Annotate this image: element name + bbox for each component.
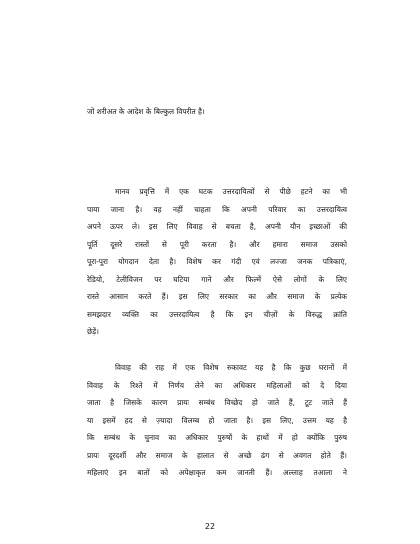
paragraph-line: प्रायः दूरदर्शी और समाज के हालात से अच्छे ढंग से अवगत होते हैं। — [87, 450, 347, 460]
paragraph-line: महिलाएं इन बातों को अपेक्षाकृत कम जानती हैं। अल्लाह तआला ने — [87, 468, 347, 477]
paragraph-line: पूरा-पूरा योगदान देता है। विशेष कर गंदी एवं लज्जा जनक पत्रिकाएं, — [87, 257, 347, 266]
paragraph-line: मानव प्रवृत्ति में एक घटक उत्तरदायित्वों से पीछे हटने का भी — [115, 187, 347, 196]
paragraph-2 — [87, 183, 347, 341]
paragraph-line: जाता है जिसके कारण प्रायः सम्बंध विच्छेद हो जाते हैं, टूट जाते हैं — [87, 398, 347, 407]
paragraph-line: समझदार व्यक्ति का उत्तरदायित्व है कि इन चीज़ों के विरुद्ध क्रांति — [87, 309, 347, 319]
paragraph-line: अपने ऊपर ले। इस लिए विवाह से बचता है, अपनी यौन इच्छाओं की — [87, 222, 347, 231]
paragraph-line: विवाह के रिश्ते में निर्णय लेने का अधिकार महिलाओं को दे दिया — [87, 380, 347, 390]
paragraph-line: विवाह की राह में एक विशेष रुकावट यह है कि कुछ घरानों में — [115, 363, 347, 372]
paragraph-line: या इसमें हद से ज़्यादा विलम्ब हो जाता है। इस लिए, उत्तम यह है — [87, 415, 347, 425]
paragraph-line: पूर्ति दूसरे रास्तों से पूरी करता है। और हमारा समाज उसको — [87, 239, 347, 249]
paragraph-line: जो शरीअत के आदेश के बिल्कुल विपरीत है। — [87, 107, 205, 116]
paragraph-3 — [87, 359, 347, 482]
paragraph-line: रास्ते आसान करते हैं। इस लिए सरकार का और समाज के प्रत्येक — [87, 292, 347, 301]
paragraph-line: पाया जाना है। वह नहीं चाहता कि अपनी परिवार का उत्तरदायित्व — [87, 204, 347, 214]
paragraph-line: छेड़ें। — [87, 327, 99, 336]
page-number: 22 — [204, 522, 216, 531]
paragraph-line: रेडियो, टेलीविजन पर घटिया गाने और फिल्में ऐसे लोगों के लिए — [87, 274, 347, 284]
paragraph-1 — [87, 103, 347, 121]
paragraph-line: कि सम्बंध के चुनाव का अधिकार पुरुषों के हाथों में हो क्योंकि पुरुष — [87, 433, 347, 442]
